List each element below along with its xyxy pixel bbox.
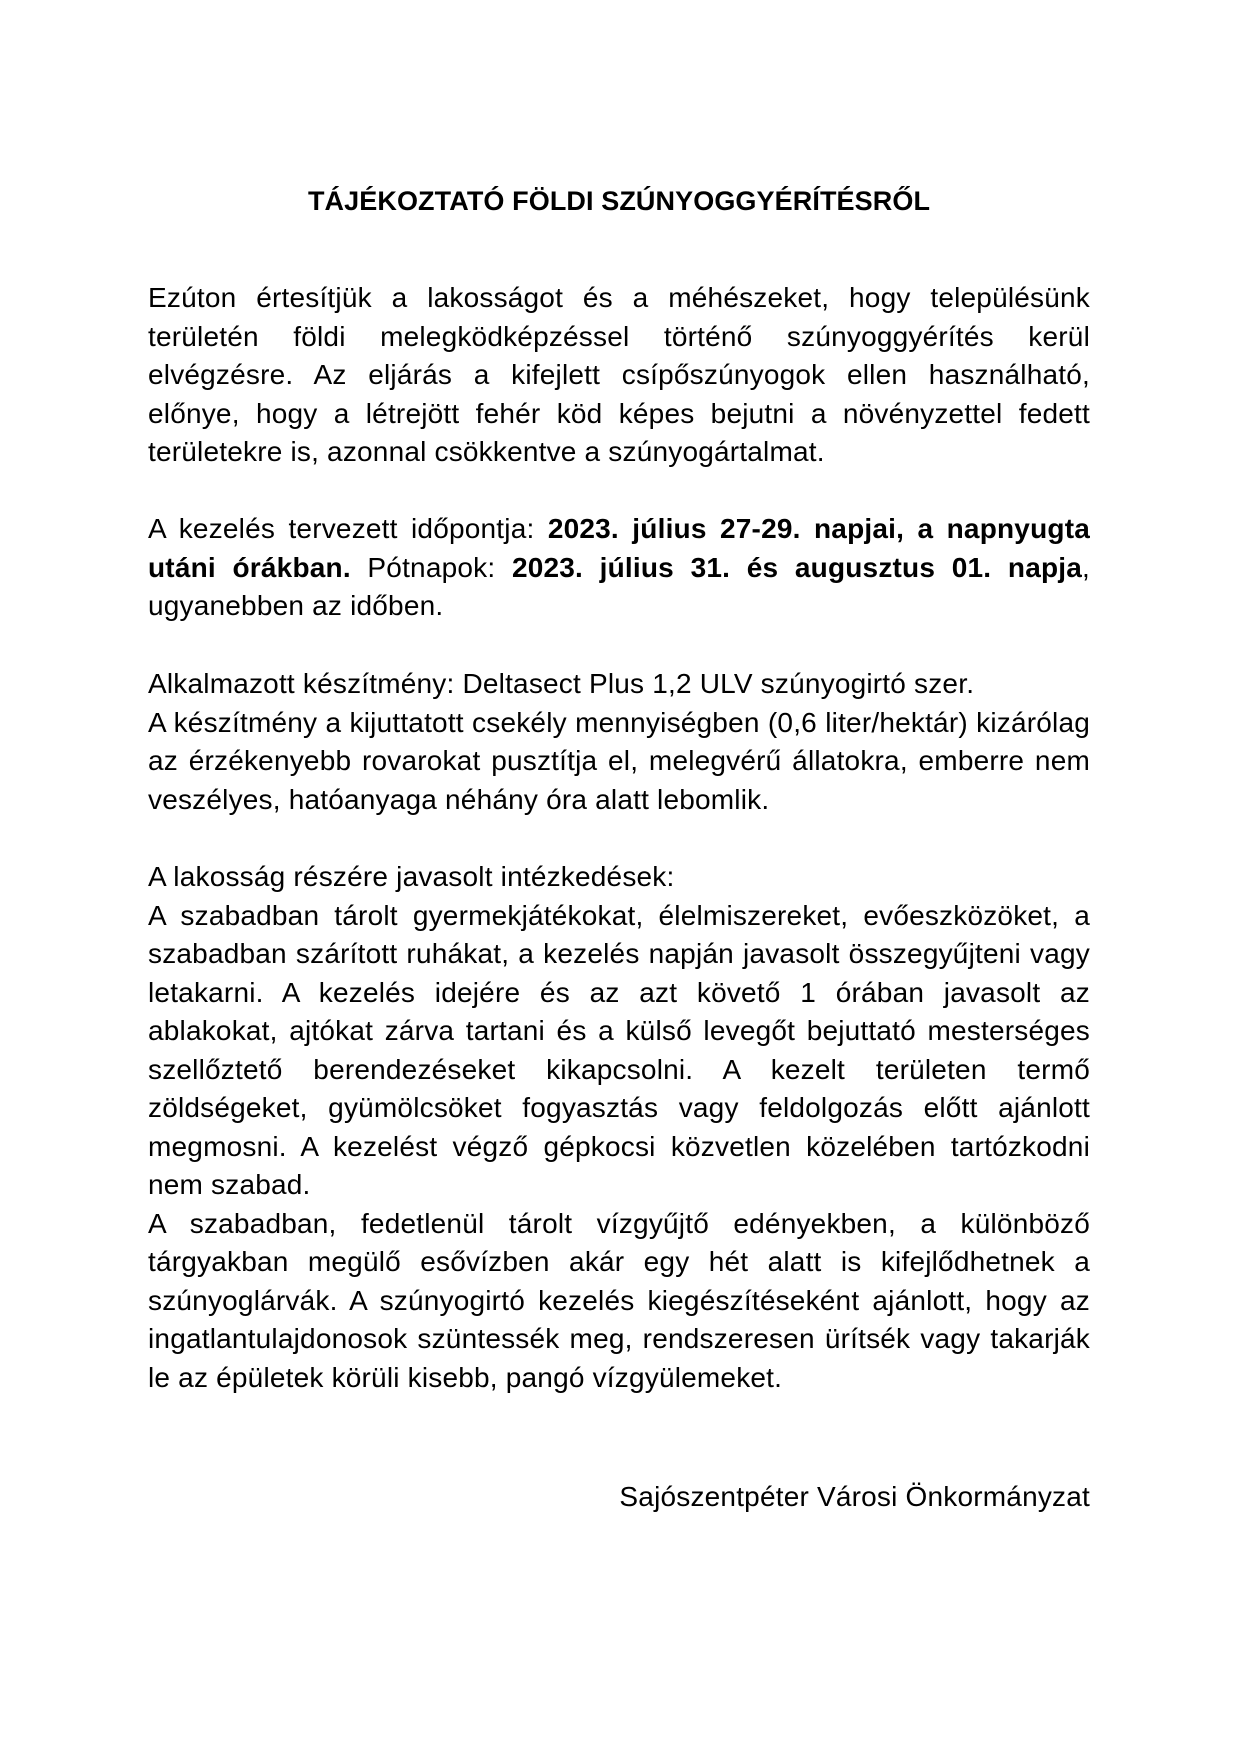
product-description: A készítmény a kijuttatott csekély mennyiségben (0,6 liter/hektár) kizárólag az érzékenyebb rovarokat pusztítja el, melegvérű állatokra, emberre nem veszélyes, hatóanyaga néhány óra alatt lebomlik. bbox=[148, 706, 1090, 815]
measures-paragraph-1: A szabadban tárolt gyermekjátékokat, élelmiszereket, evőeszközöket, a szabadban szárított ruhákat, a kezelés napján javasolt összegyűjteni vagy letakarni. A kezelés idejére és az azt követő 1 órában javasolt az ablakokat, ajtókat zárva tartani és a külső levegőt bejuttató mesterséges szellőztető berendezéseket kikapcsolni. A kezelt területen termő zöldségeket, gyümölcsöket fogyasztás vagy feldolgozás előtt ajánlott megmosni. A kezelést végző gépkocsi közvetlen közelében tartózkodni nem szabad. bbox=[148, 899, 1090, 1200]
product-section bbox=[148, 665, 1090, 819]
measures-heading: A lakosság részére javasolt intézkedések: bbox=[148, 861, 675, 892]
schedule-suffix: , ugyanebben az időben. bbox=[148, 551, 1090, 621]
product-name-line: Alkalmazott készítmény: Deltasect Plus 1,2 ULV szúnyogirtó szer. bbox=[148, 668, 975, 699]
document-title: TÁJÉKOZTATÓ FÖLDI SZÚNYOGGYÉRÍTÉSRŐL bbox=[307, 186, 931, 216]
measures-paragraph-2: A szabadban, fedetlenül tárolt vízgyűjtő edényekben, a különböző tárgyakban megülő esővízben akár egy hét alatt is kifejlődhetnek a szúnyoglárvák. A szúnyogirtó kezelés kiegészítéseként ajánlott, hogy az ingatlantulajdonosok szüntessék meg, rendszeresen ürítsék vagy takarják le az épületek körüli kisebb, pangó vízgyülemeket. bbox=[148, 1207, 1090, 1393]
intro-paragraph: Ezúton értesítjük a lakosságot és a méhészeket, hogy településünk területén földi melegködképzéssel történő szúnyoggyérítés kerül elvégzésre. Az eljárás a kifejlett csípőszúnyogok ellen használható, előnye, hogy a létrejött fehér köd képes bejutni a növényzettel fedett területekre is, azonnal csökkentve a szúnyogártalmat. bbox=[148, 282, 1090, 467]
schedule-reserve-date: 2023. július 31. és augusztus 01. napja bbox=[511, 551, 1083, 583]
measures-section bbox=[148, 858, 1090, 1397]
schedule-label: A kezelés tervezett időpontja: bbox=[148, 513, 548, 544]
schedule-main-date: 2023. július 27-29. napjai, a napnyugta utáni órákban. bbox=[148, 513, 1090, 583]
schedule-paragraph bbox=[148, 510, 1090, 626]
signature: Sajószentpéter Városi Önkormányzat bbox=[619, 1481, 1090, 1512]
reserve-days-label: Pótnapok: bbox=[350, 551, 512, 583]
